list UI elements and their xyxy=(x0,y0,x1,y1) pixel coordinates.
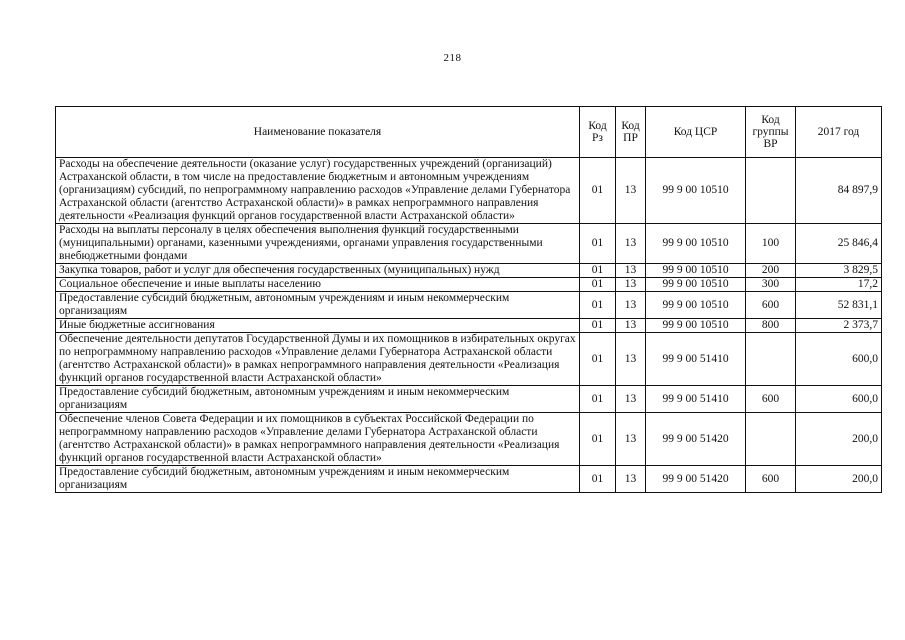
row-vr: 300 xyxy=(746,278,796,292)
table-row xyxy=(56,319,882,333)
row-vr xyxy=(746,333,796,386)
row-vr xyxy=(746,158,796,224)
row-amount: 600,0 xyxy=(796,386,882,413)
row-csr: 99 9 00 51410 xyxy=(646,333,746,386)
table-row xyxy=(56,158,882,224)
row-rz: 01 xyxy=(580,264,616,278)
row-vr: 600 xyxy=(746,466,796,493)
table-row xyxy=(56,413,882,466)
table-row xyxy=(56,386,882,413)
row-name: Предоставление субсидий бюджетным, автономным учреждениям и иным некоммерческим организациям xyxy=(56,466,580,493)
row-csr: 99 9 00 51420 xyxy=(646,413,746,466)
row-amount: 52 831,1 xyxy=(796,292,882,319)
header-pr: Код ПР xyxy=(616,107,646,158)
row-rz: 01 xyxy=(580,413,616,466)
row-rz: 01 xyxy=(580,333,616,386)
header-year: 2017 год xyxy=(796,107,882,158)
row-pr: 13 xyxy=(616,413,646,466)
row-rz: 01 xyxy=(580,224,616,264)
row-pr: 13 xyxy=(616,224,646,264)
row-vr: 200 xyxy=(746,264,796,278)
row-csr: 99 9 00 51420 xyxy=(646,466,746,493)
row-name: Расходы на обеспечение деятельности (оказание услуг) государственных учреждений (организаций) Астраханской области, в том числе на предоставление бюджетным и автономным учреждениям (организациям) субсидий, по непрограммному направлению расходов «Управление делами Губернатора Астраханской области (агентство Астраханской области)» в рамках непрограммного направления деятельности «Реализация функций органов государственной власти Астраханской области» xyxy=(56,158,580,224)
row-vr: 600 xyxy=(746,292,796,319)
row-vr xyxy=(746,413,796,466)
table-row xyxy=(56,278,882,292)
table-row xyxy=(56,333,882,386)
row-csr: 99 9 00 10510 xyxy=(646,158,746,224)
table-header-row xyxy=(56,107,882,158)
table-row xyxy=(56,264,882,278)
row-csr: 99 9 00 10510 xyxy=(646,278,746,292)
row-pr: 13 xyxy=(616,333,646,386)
row-csr: 99 9 00 10510 xyxy=(646,264,746,278)
table-row xyxy=(56,466,882,493)
row-amount: 2 373,7 xyxy=(796,319,882,333)
row-csr: 99 9 00 10510 xyxy=(646,319,746,333)
row-rz: 01 xyxy=(580,466,616,493)
row-amount: 200,0 xyxy=(796,413,882,466)
row-name: Предоставление субсидий бюджетным, автономным учреждениям и иным некоммерческим организациям xyxy=(56,386,580,413)
row-amount: 84 897,9 xyxy=(796,158,882,224)
page-number: 218 xyxy=(443,52,462,64)
row-csr: 99 9 00 10510 xyxy=(646,224,746,264)
row-pr: 13 xyxy=(616,386,646,413)
row-vr: 800 xyxy=(746,319,796,333)
row-csr: 99 9 00 51410 xyxy=(646,386,746,413)
row-name: Предоставление субсидий бюджетным, автономным учреждениям и иным некоммерческим организациям xyxy=(56,292,580,319)
budget-table xyxy=(55,106,882,493)
row-amount: 3 829,5 xyxy=(796,264,882,278)
header-csr: Код ЦСР xyxy=(646,107,746,158)
row-pr: 13 xyxy=(616,278,646,292)
row-name: Обеспечение деятельности депутатов Государственной Думы и их помощников в избирательных округах по непрограммному направлению расходов «Управление делами Губернатора Астраханской области (агентство Астраханской области)» в рамках непрограммного направления деятельности «Реализация функций органов государственной власти Астраханской области» xyxy=(56,333,580,386)
row-name: Иные бюджетные ассигнования xyxy=(56,319,580,333)
row-pr: 13 xyxy=(616,319,646,333)
row-vr: 600 xyxy=(746,386,796,413)
row-csr: 99 9 00 10510 xyxy=(646,292,746,319)
row-rz: 01 xyxy=(580,292,616,319)
row-rz: 01 xyxy=(580,386,616,413)
row-rz: 01 xyxy=(580,158,616,224)
row-rz: 01 xyxy=(580,319,616,333)
row-vr: 100 xyxy=(746,224,796,264)
row-pr: 13 xyxy=(616,292,646,319)
row-pr: 13 xyxy=(616,158,646,224)
row-pr: 13 xyxy=(616,264,646,278)
header-name: Наименование показателя xyxy=(56,107,580,158)
row-pr: 13 xyxy=(616,466,646,493)
row-amount: 25 846,4 xyxy=(796,224,882,264)
row-name: Социальное обеспечение и иные выплаты населению xyxy=(56,278,580,292)
row-name: Закупка товаров, работ и услуг для обеспечения государственных (муниципальных) нужд xyxy=(56,264,580,278)
row-amount: 600,0 xyxy=(796,333,882,386)
header-rz: Код Рз xyxy=(580,107,616,158)
row-name: Расходы на выплаты персоналу в целях обеспечения выполнения функций государственными (муниципальными) органами, казенными учреждениями, органами управления государственными внебюджетными фондами xyxy=(56,224,580,264)
row-name: Обеспечение членов Совета Федерации и их помощников в субъектах Российской Федерации по непрограммному направлению расходов «Управление делами Губернатора Астраханской области (агентство Астраханской области)» в рамках непрограммного направления деятельности «Реализация функций органов государственной власти Астраханской области» xyxy=(56,413,580,466)
header-vr: Код группы ВР xyxy=(746,107,796,158)
row-amount: 17,2 xyxy=(796,278,882,292)
table-row xyxy=(56,292,882,319)
table-row xyxy=(56,224,882,264)
row-amount: 200,0 xyxy=(796,466,882,493)
row-rz: 01 xyxy=(580,278,616,292)
